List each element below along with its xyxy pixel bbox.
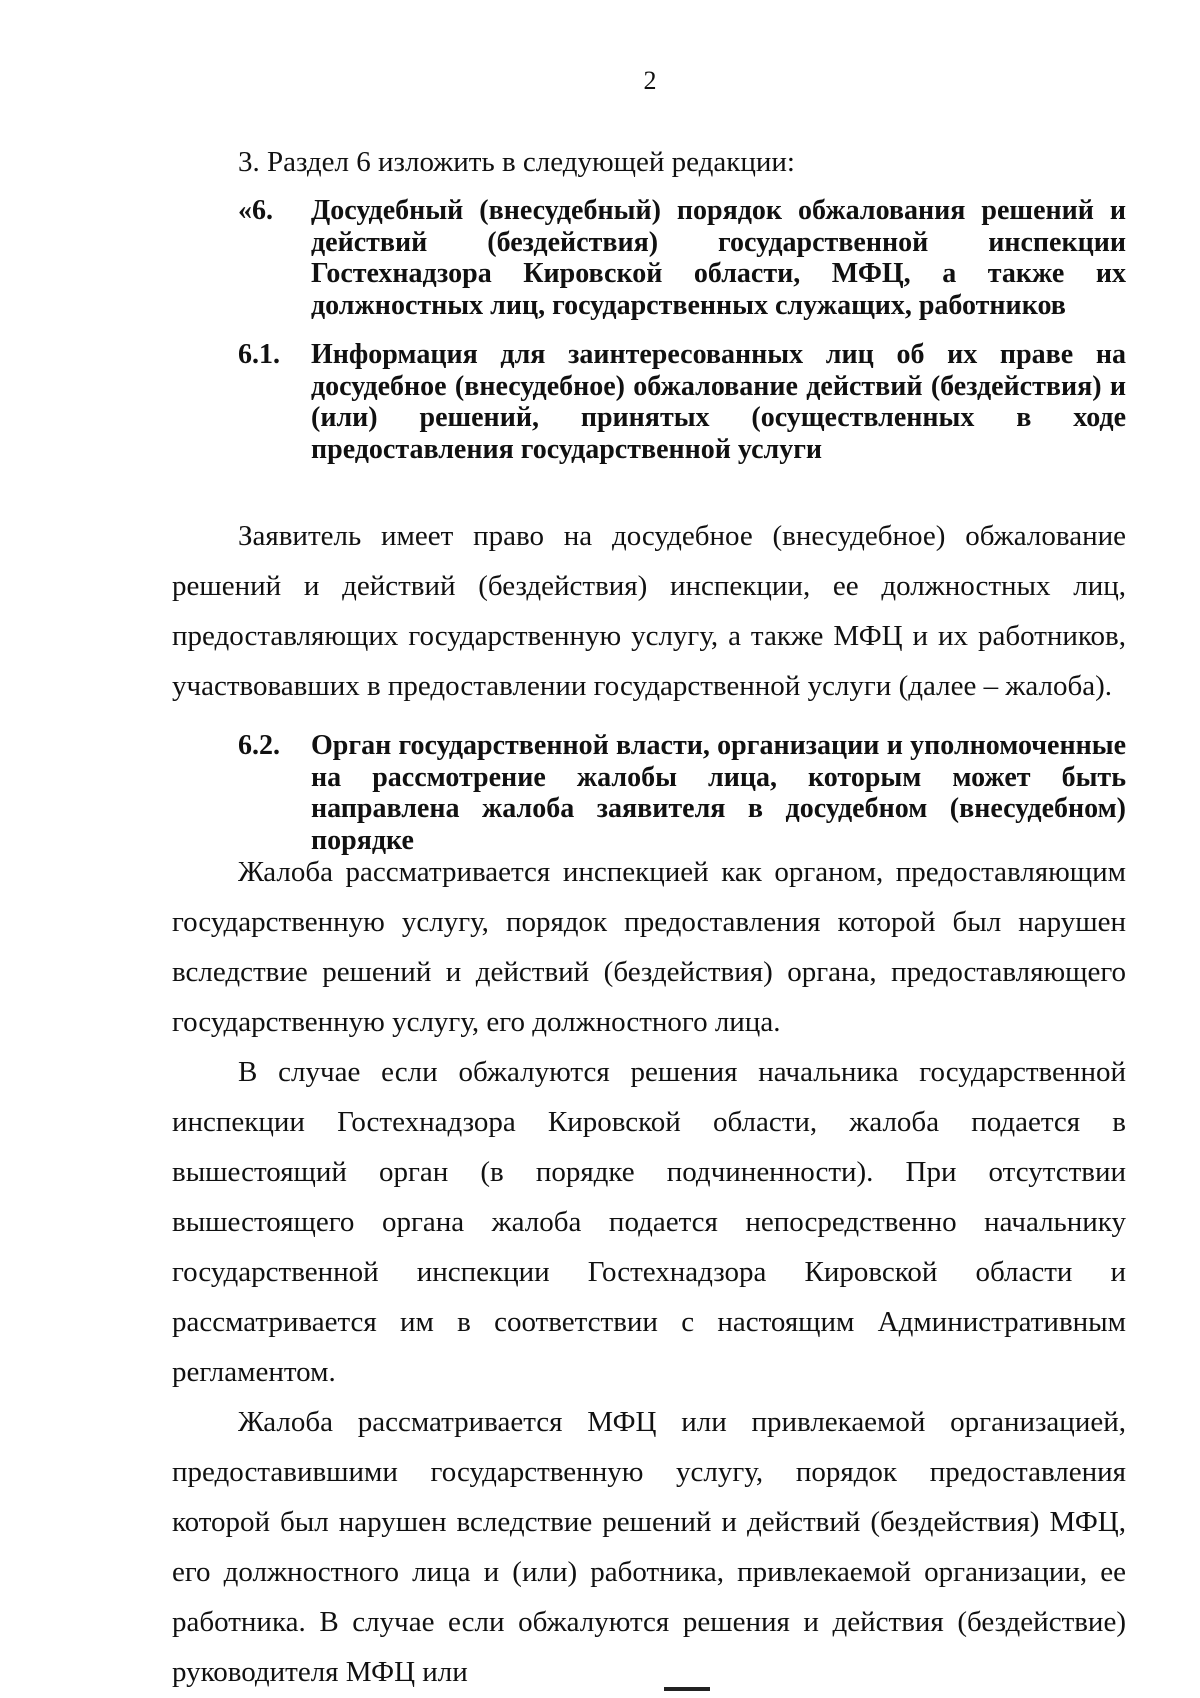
section-6-1-body — [172, 511, 1126, 711]
section-6-2-heading — [238, 730, 1126, 856]
section-6-1-title: Информация для заинтересованных лиц об их праве на досудебное (внесудебное) обжалование действий (бездействия) и (или) решений, принятых (осуществленных в ходе предоставления государственной услуги — [311, 339, 1126, 465]
body-paragraph: Жалоба рассматривается инспекцией как органом, предоставляющим государственную услугу, порядок предоставления которой был нарушен вследствие решений и действий (бездействия) органа, предоставляющего государственную услугу, его должностного лица. — [172, 856, 1126, 1038]
intro-paragraph: 3. Раздел 6 изложить в следующей редакции: — [238, 146, 795, 178]
section-6-number: «6. — [238, 195, 273, 226]
section-6-2-title: Орган государственной власти, организации и уполномоченные на рассмотрение жалобы лица, которым может быть направлена жалоба заявителя в досудебном (внесудебном) порядке — [311, 730, 1126, 856]
scan-artifact-mark — [664, 1687, 710, 1691]
section-6-1-heading — [238, 339, 1126, 465]
section-6-2-number: 6.2. — [238, 730, 280, 761]
section-6-2-body — [172, 847, 1126, 1697]
body-paragraph: Заявитель имеет право на досудебное (внесудебное) обжалование решений и действий (бездействия) инспекции, ее должностных лиц, предоставляющих государственную услугу, а также МФЦ и их работников, участвовавших в предоставлении государственной услуги (далее – жалоба). — [172, 520, 1126, 702]
section-6-1-number: 6.1. — [238, 339, 280, 370]
section-6-title: Досудебный (внесудебный) порядок обжалования решений и действий (бездействия) государственной инспекции Гостехнадзора Кировской области, МФЦ, а также их должностных лиц, государственных служащих, работников — [311, 195, 1126, 321]
page-number: 2 — [643, 66, 657, 95]
body-paragraph: Жалоба рассматривается МФЦ или привлекаемой организацией, предоставившими государственную услугу, порядок предоставления которой был нарушен вследствие решений и действий (бездействия) МФЦ, его должностного лица и (или) работника, привлекаемой организации, ее работника. В случае если обжалуются решения и действия (бездействие) руководителя МФЦ или — [172, 1406, 1126, 1688]
body-paragraph: В случае если обжалуются решения начальника государственной инспекции Гостехнадзора Кировской области, жалоба подается в вышестоящий орган (в порядке подчиненности). При отсутствии вышестоящего органа жалоба подается непосредственно начальнику государственной инспекции Гостехнадзора Кировской области и рассматривается им в соответствии с настоящим Административным регламентом. — [172, 1056, 1126, 1388]
section-6-heading — [238, 195, 1126, 321]
